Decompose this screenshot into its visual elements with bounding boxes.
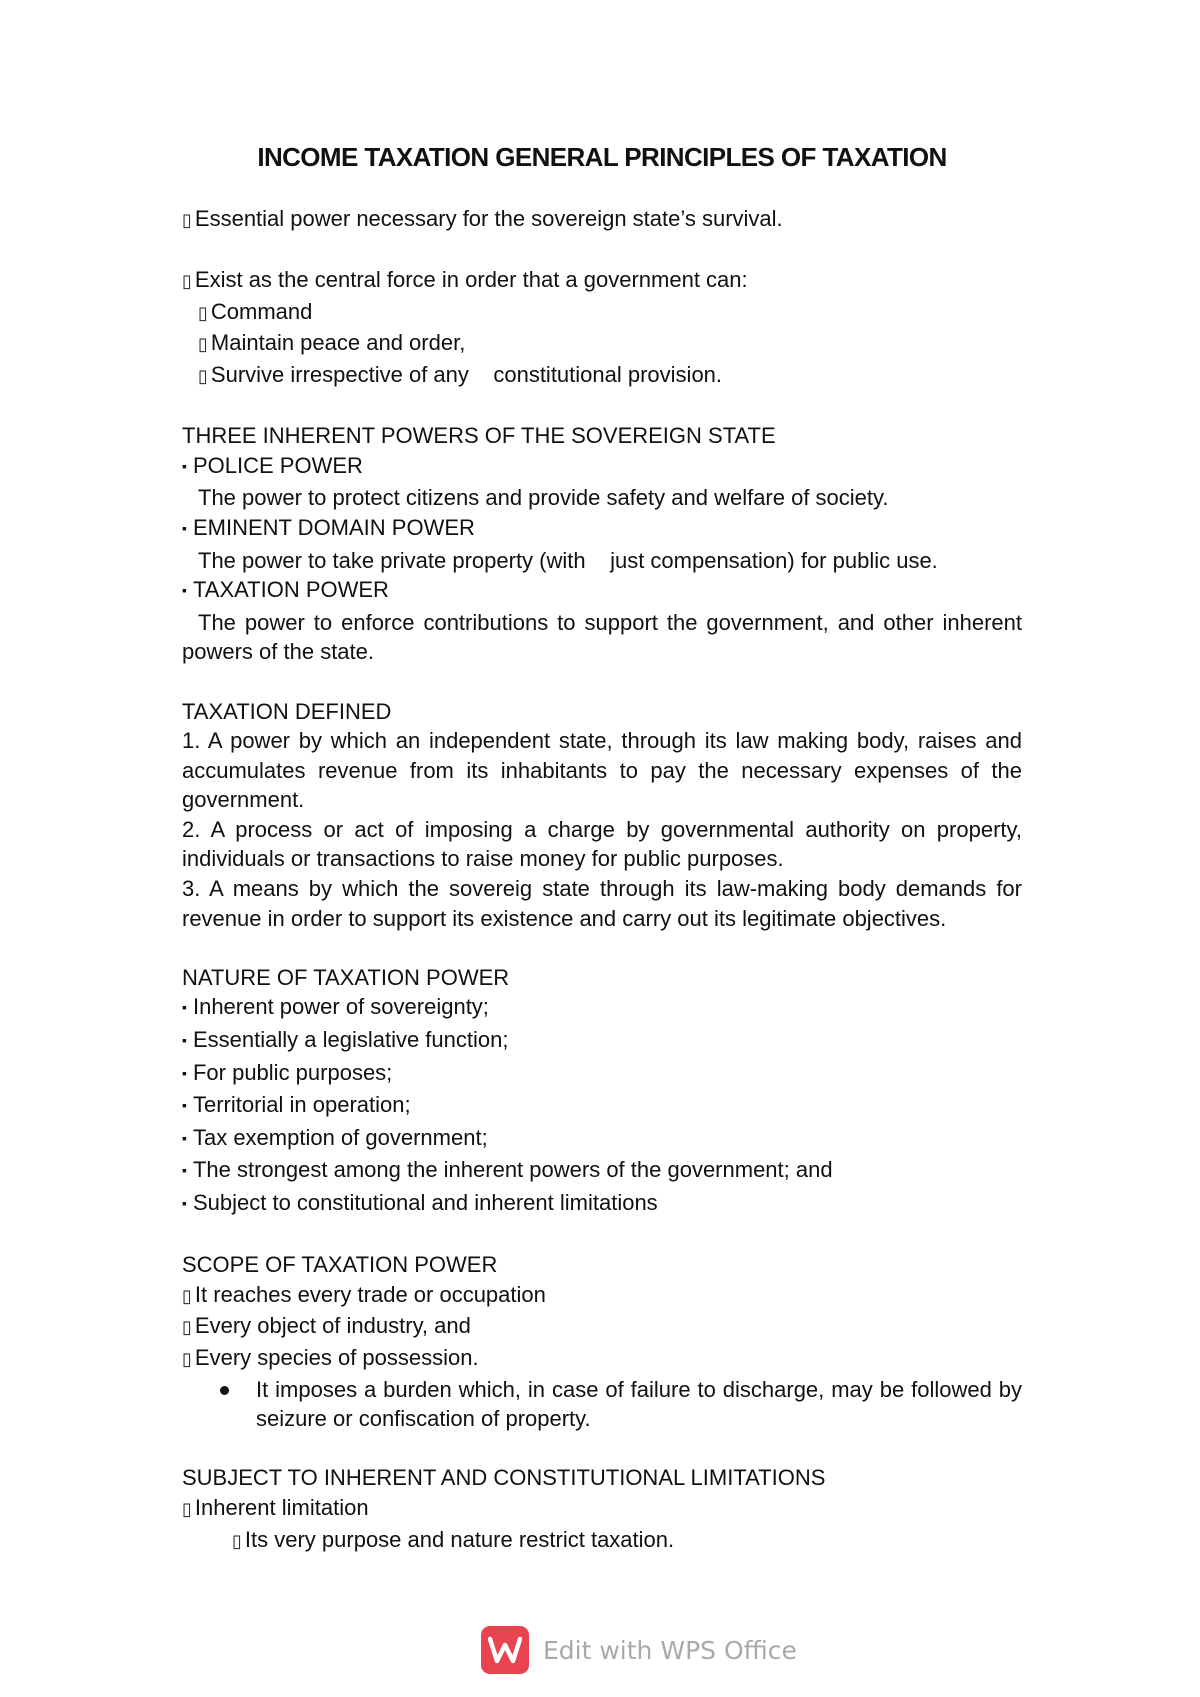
- power-name: ▪ EMINENT DOMAIN POWER: [182, 513, 1022, 546]
- power-description: The power to enforce contributions to support the government, and other inherent powers of the state.: [182, 609, 1022, 665]
- nature-item: ▪ Territorial in operation;: [182, 1090, 1022, 1123]
- nature-item: ▪ Tax exemption of government;: [182, 1123, 1022, 1156]
- definition-item: 1. A power by which an independent state, through its law making body, raises and accumulates revenue from its inhabitants to pay the necessary expenses of the government.: [182, 728, 1022, 813]
- intro-list-item: ▯ Command: [182, 297, 1022, 329]
- scope-item: ▯ Every object of industry, and: [182, 1311, 1022, 1343]
- scope-item: ▯ Every species of possession.: [182, 1343, 1022, 1375]
- limits-subitem: ▯ Its very purpose and nature restrict taxation.: [182, 1525, 1022, 1557]
- definition-item: 3. A means by which the sovereig state through its law-making body demands for revenue in order to support its existence and carry out its legitimate objectives.: [182, 876, 1022, 931]
- intro-list-item: ▯ Survive irrespective of any constitutional provision.: [182, 360, 1022, 392]
- section-heading-limits: SUBJECT TO INHERENT AND CONSTITUTIONAL LIMITATIONS: [182, 1465, 826, 1491]
- nature-item: ▪ The strongest among the inherent powers of the government; and: [182, 1155, 1022, 1188]
- wps-watermark[interactable]: [481, 1626, 797, 1674]
- nature-item: ▪ Subject to constitutional and inherent limitations: [182, 1188, 1022, 1221]
- section-heading-nature: NATURE OF TAXATION POWER: [182, 964, 510, 990]
- power-description: The power to take private property (with just compensation) for public use.: [198, 547, 938, 573]
- scope-item: ▯ It reaches every trade or occupation: [182, 1280, 1022, 1312]
- intro-list-item: ▯ Maintain peace and order,: [182, 328, 1022, 360]
- section-heading-defined: TAXATION DEFINED: [182, 698, 392, 724]
- wps-watermark-text: Edit with WPS Office: [543, 1635, 797, 1665]
- nature-item: ▪ Inherent power of sovereignty;: [182, 992, 1022, 1025]
- section-heading-powers: THREE INHERENT POWERS OF THE SOVEREIGN STATE: [182, 423, 776, 449]
- wps-w-glyph: [488, 1635, 522, 1665]
- limits-item: ▯ Inherent limitation: [182, 1493, 1022, 1525]
- page-title: INCOME TAXATION GENERAL PRINCIPLES OF TAXATION: [257, 142, 947, 172]
- power-name: ▪ POLICE POWER: [182, 451, 1022, 484]
- power-description: The power to protect citizens and provide safety and welfare of society.: [198, 485, 889, 511]
- wps-logo-icon: [481, 1626, 529, 1674]
- document-body: [182, 140, 1022, 1556]
- nature-item: ▪ For public purposes;: [182, 1058, 1022, 1091]
- nature-item: ▪ Essentially a legislative function;: [182, 1025, 1022, 1058]
- scope-bullet: It imposes a burden which, in case of failure to discharge, may be followed by seizure or confiscation of property.: [182, 1375, 1022, 1434]
- section-heading-scope: SCOPE OF TAXATION POWER: [182, 1252, 498, 1278]
- intro-line-2: ▯ Exist as the central force in order that a government can:: [182, 265, 1022, 297]
- definition-item: 2. A process or act of imposing a charge by governmental authority on property, individuals or transactions to raise money for public purposes.: [182, 816, 1022, 872]
- power-name: ▪ TAXATION POWER: [182, 575, 1022, 608]
- intro-line-1: ▯ Essential power necessary for the sovereign state’s survival.: [182, 204, 1022, 236]
